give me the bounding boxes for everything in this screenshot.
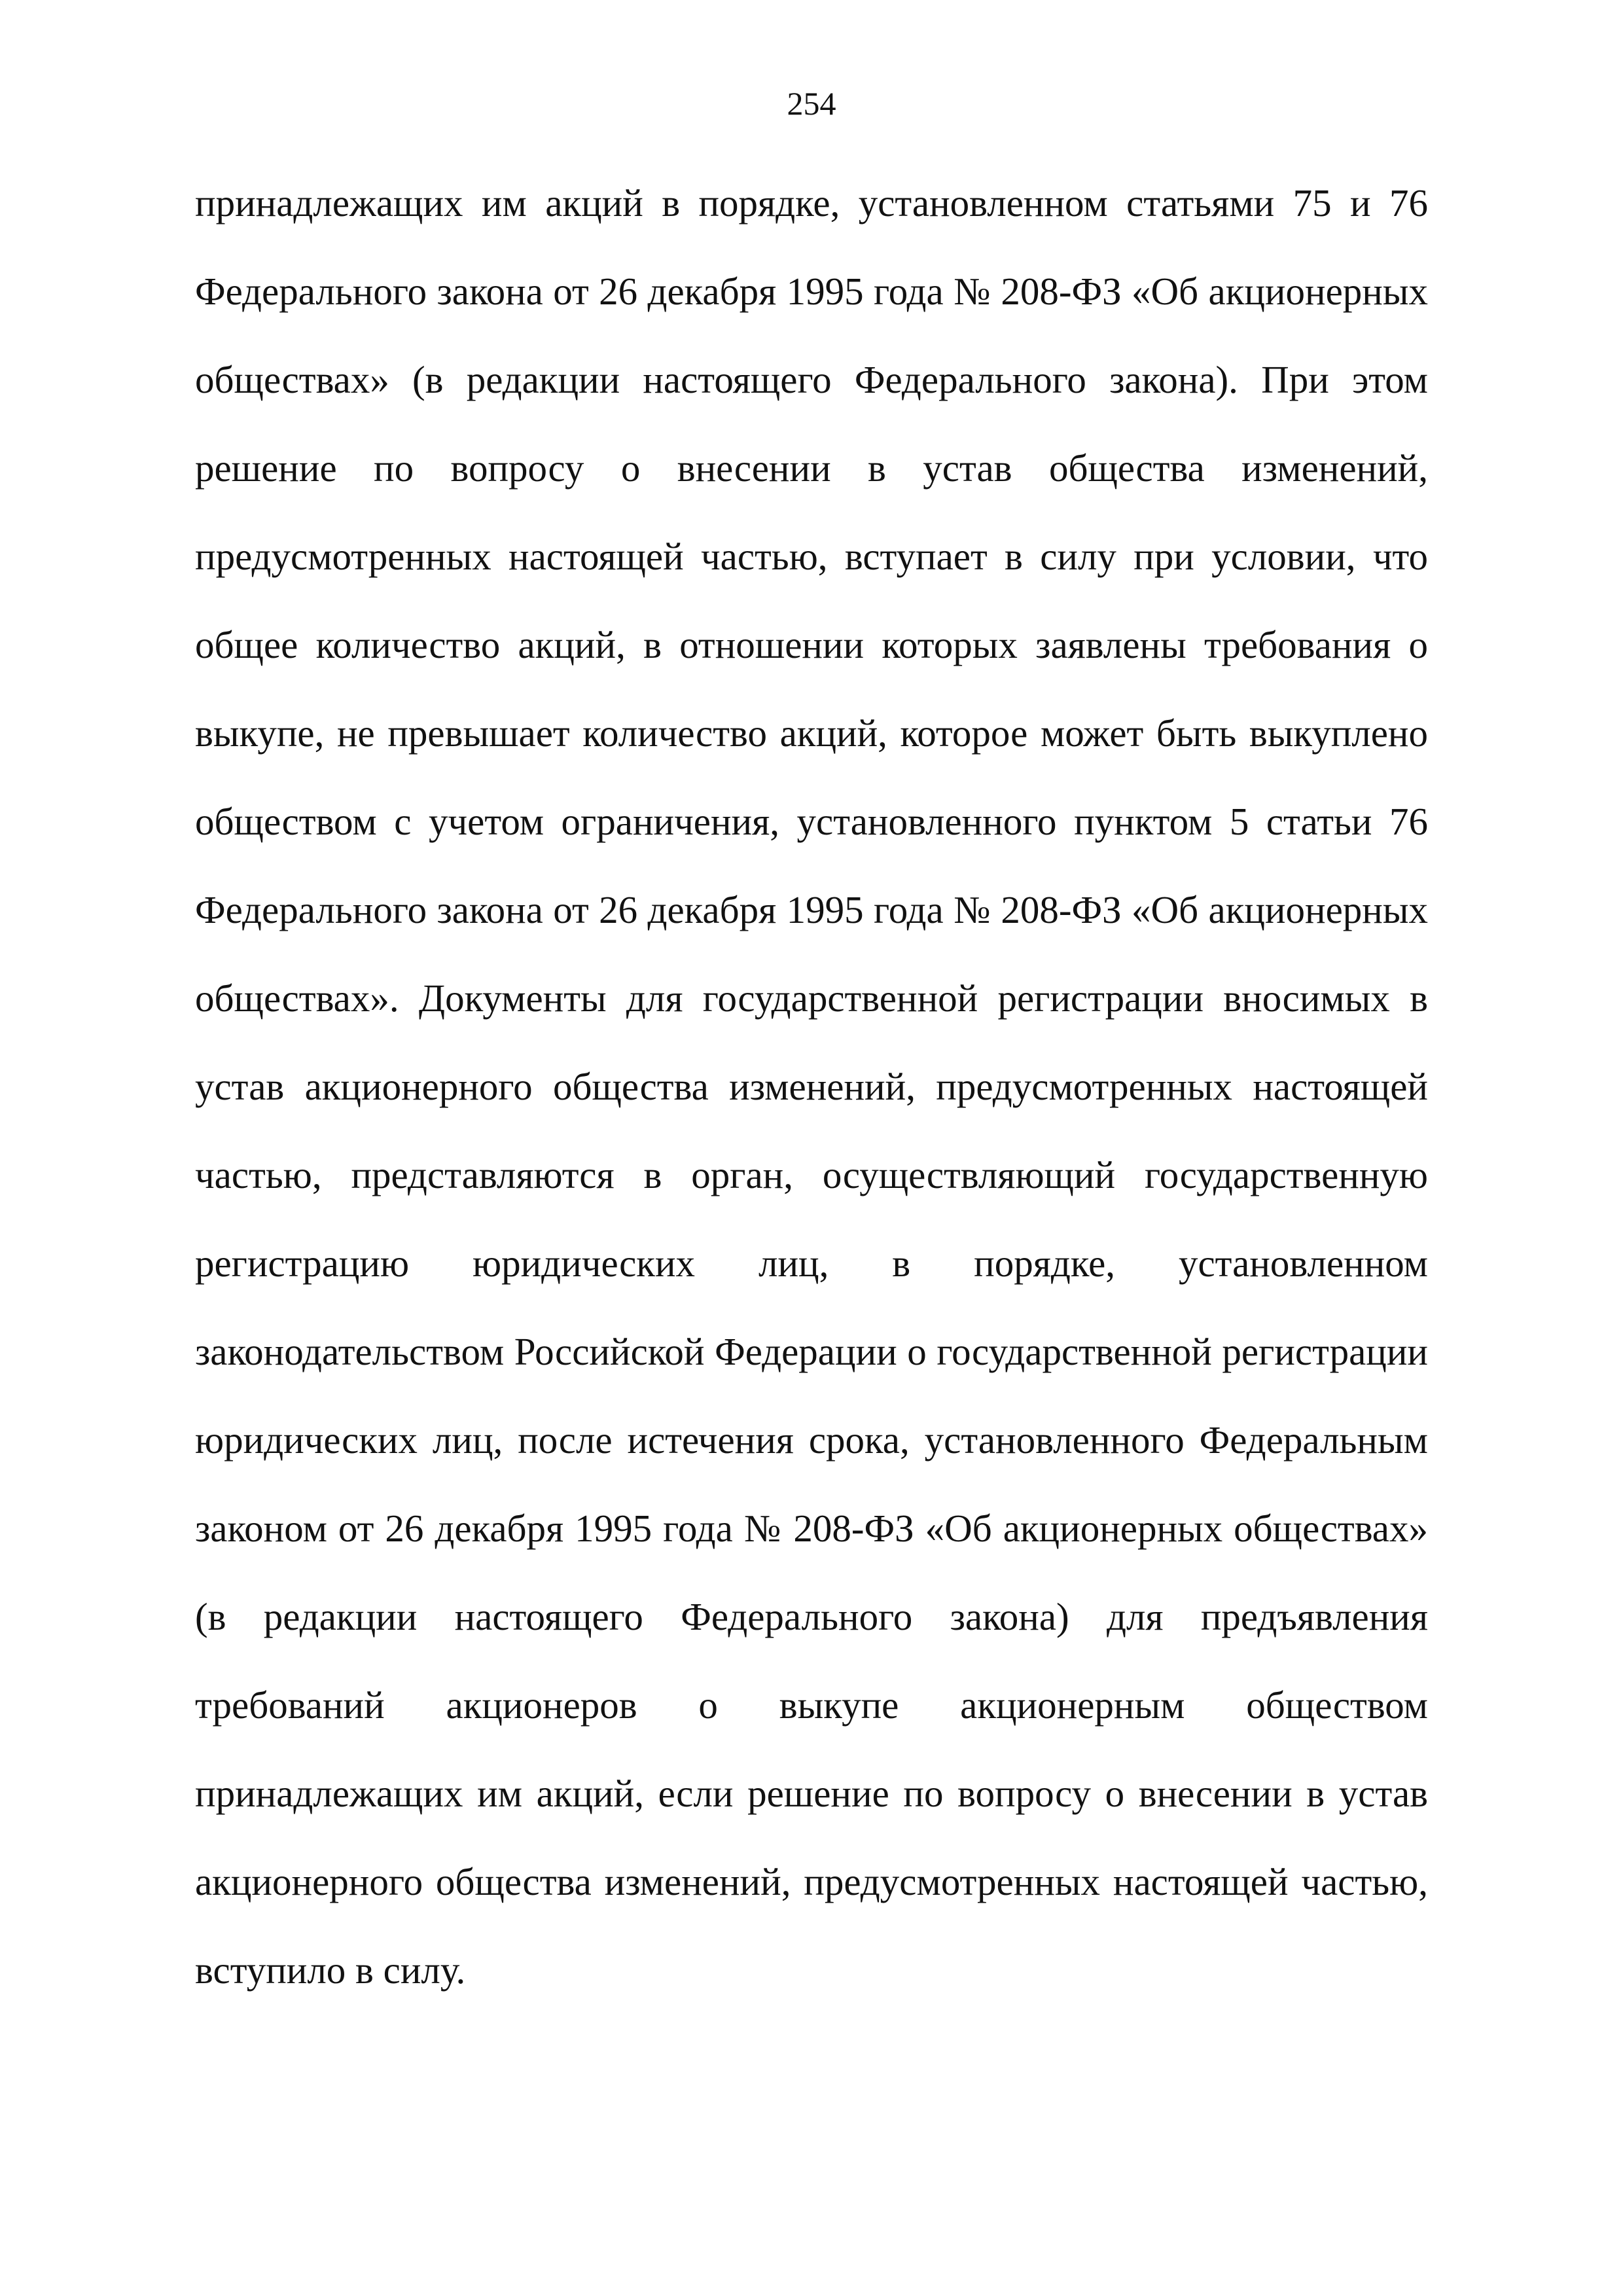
text-line: требований акционеров о выкупе акционерным обществом — [195, 1683, 1428, 1727]
text-line: законодательством Российской Федерации о государственной регистрации — [195, 1330, 1428, 1373]
text-line: обществах». Документы для государственной регистрации вносимых в — [195, 977, 1428, 1020]
text-line: выкупе, не превышает количество акций, которое может быть выкуплено — [195, 711, 1428, 755]
text-line: (в редакции настоящего Федерального закона) для предъявления — [195, 1595, 1428, 1638]
text-line: частью, представляются в орган, осуществляющий государственную — [195, 1153, 1428, 1196]
text-line: Федерального закона от 26 декабря 1995 года № 208-ФЗ «Об акционерных — [195, 270, 1428, 313]
text-line: юридических лиц, после истечения срока, установленного Федеральным — [195, 1418, 1428, 1462]
text-line: предусмотренных настоящей частью, вступает в силу при условии, что — [195, 535, 1428, 578]
text-line: общее количество акций, в отношении которых заявлены требования о — [195, 623, 1428, 666]
text-line: принадлежащих им акций, если решение по вопросу о внесении в устав — [195, 1772, 1428, 1815]
text-line: Федерального закона от 26 декабря 1995 года № 208-ФЗ «Об акционерных — [195, 888, 1428, 931]
text-line: регистрацию юридических лиц, в порядке, установленном — [195, 1242, 1428, 1285]
text-line: обществах» (в редакции настоящего Федерального закона). При этом — [195, 358, 1428, 401]
body-text — [195, 180, 1428, 2036]
text-line: законом от 26 декабря 1995 года № 208-ФЗ «Об акционерных обществах» — [195, 1507, 1428, 1550]
text-line: решение по вопросу о внесении в устав общества изменений, — [195, 446, 1428, 490]
text-line: обществом с учетом ограничения, установленного пунктом 5 статьи 76 — [195, 800, 1428, 843]
text-line: принадлежащих им акций в порядке, установленном статьями 75 и 76 — [195, 181, 1428, 224]
page-number: 254 — [787, 85, 836, 122]
text-line: вступило в силу. — [195, 1948, 466, 1992]
text-line: акционерного общества изменений, предусмотренных настоящей частью, — [195, 1860, 1428, 1903]
text-line: устав акционерного общества изменений, предусмотренных настоящей — [195, 1065, 1428, 1108]
